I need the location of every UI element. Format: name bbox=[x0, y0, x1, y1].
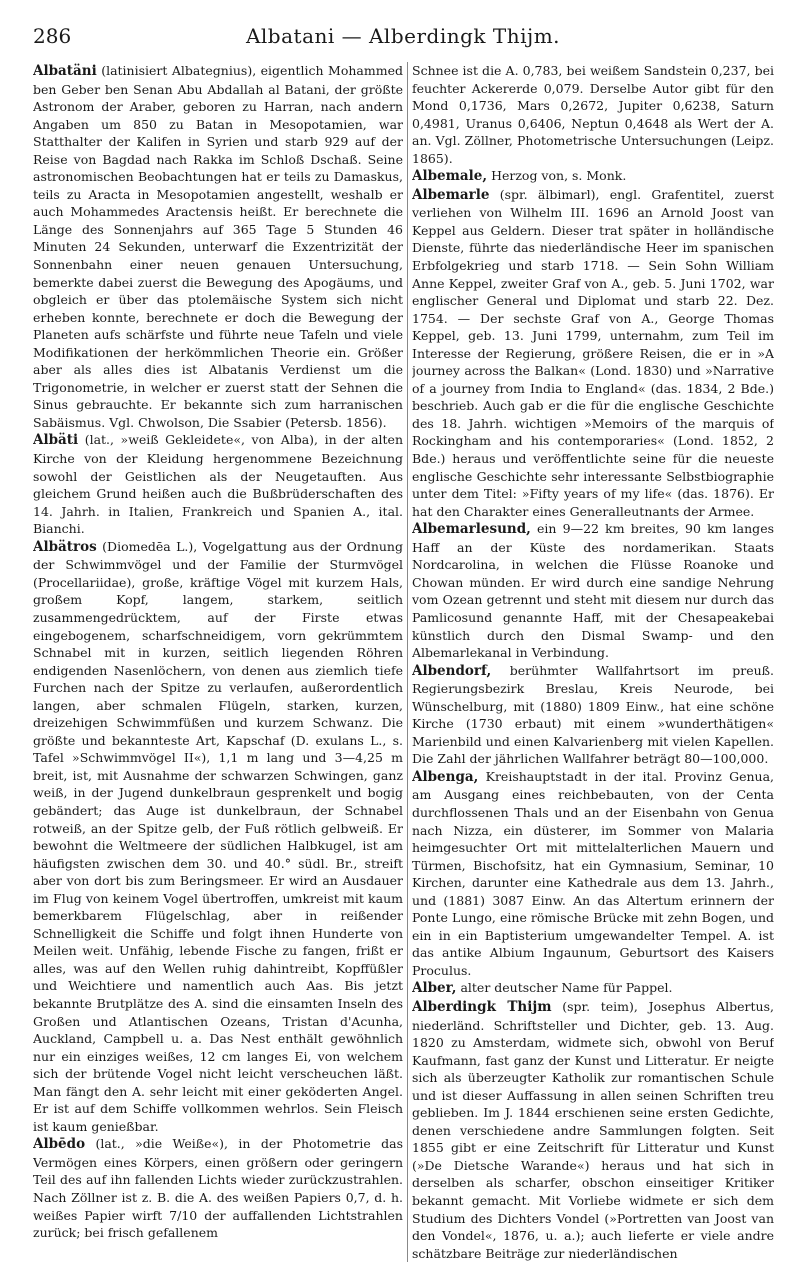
entry-text: (latinisiert Albategnius), eigentlich Mohammed ben Geber ben Senan Abu Abdallah al Batani, der größte Astronom der Araber, geboren zu Harran, nach andern Angaben um 850 zu Batan in Mesopotamien, war Statthalter der Kalifen in Syrien und starb 929 auf der Reise von Bagdad nach Rakka im Schloß Dschaß. Seine astronomischen Beobachtungen hat er teils zu Damaskus, teils zu Aracta in Mesopotamien angestellt, weshalb er auch Mohammedes Aractensis heißt. Er berechnete die Länge des Sonnenjahrs auf 365 Tage 5 Stunden 46 Minuten 24 Sekunden, unterwarf die Exzentrizität der Sonnenbahn einer neuen genauen Untersuchung, bemerkte dabei zuerst die Bewegung des Apogäums, und obgleich er über das ptolemäische System sich nicht erheben konnte, berechnete er doch die Bewegung der Planeten aufs schärfste und führte neue Tafeln und viele Modifikationen der herkömmlichen Theorie ein. Größer aber als alles dies ist Albatanis Verdienst um die Trigonometrie, in welcher er zuerst statt der Sehnen die Sinus gebrauchte. Er bekannte sich zum harranischen Sabäismus. Vgl. Chwolson, Die Ssabier (Petersb. 1856). bbox=[33, 63, 403, 430]
entry-text: Schnee ist die A. 0,783, bei weißem Sandstein 0,237, bei feuchter Ackererde 0,079. Derselbe Autor gibt für den Mond 0,1736, Mars 0,2672, Jupiter 0,6238, Saturn 0,4981, Uranus 0,6406, Neptun 0,4648 als Wert der A. an. Vgl. Zöllner, Photometrische Untersuchungen (Leipz. 1865). bbox=[412, 63, 774, 166]
entry-text: (spr. älbimarl), engl. Grafentitel, zuerst verliehen von Wilhelm III. 1696 an Arnold Joost van Keppel aus Geldern. Dieser trat später in holländische Dienste, führte das niederländische Heer im spanischen Erbfolgekrieg und starb 1718. — Sein Sohn William Anne Keppel, zweiter Graf von A., geb. 5. Juni 1702, war englischer General und Diplomat und starb 22. Dez. 1754. — Der sechste Graf von A., George Thomas Keppel, geb. 13. Juni 1799, unternahm, zum Teil im Interesse der Regierung, größere Reisen, die er in »A journey across the Balkan« (Lond. 1830) und »Narrative of a journey from India to England« (das. 1834, 2 Bde.) beschrieb. Auch gab er die für die englische Geschichte des 18. Jahrh. wichtigen »Memoirs of the marquis of Rockingham and his contemporaries« (Lond. 1852, 2 Bde.) heraus und veröffentlichte seine für die neueste englische Geschichte sehr interessante Selbstbiographie unter dem Titel: »Fifty years of my life« (das. 1876). Er hat den Charakter eines Generalleutnants der Armee. bbox=[412, 186, 774, 519]
entry-text: ein 9—22 km breites, 90 km langes Haff an der Küste des nordamerikan. Staats Nordcarolina, in welchen die Flüsse Roanoke und Chowan münden. Er wird durch eine sandige Nehrung vom Ozean getrennt und steht mit diesem nur durch das Pamlicosund genannte Haff, mit der Chesapeakebai künstlich durch den Dismal Swamp- und den Albemarlekanal in Verbindung. bbox=[412, 521, 774, 661]
entry-text: (lat., »weiß Gekleidete«, von Alba), in der alten Kirche von der Kleidung hergenommene Bezeichnung sowohl der Geistlichen als der Neugetauften. Aus gleichem Grund heißen auch die Bußbrüderschaften des 14. Jahrh. in Italien, Frankreich und Spanien A., ital. Bianchi. bbox=[33, 432, 403, 537]
page-header bbox=[33, 24, 773, 56]
entry-text: alter deutscher Name für Pappel. bbox=[456, 980, 673, 996]
entry-text: (spr. teim), Josephus Albertus, niederländ. Schriftsteller und Dichter, geb. 13. Aug. 1820 zu Amsterdam, widmete sich, obwohl von Beruf Kaufmann, fast ganz der Kunst und Litteratur. Er neigte sich als überzeugter Katholik zur romantischen Schule und ist dieser Auffassung in allen seinen Schriften treu geblieben. Im J. 1844 erschienen seine ersten Gedichte, denen verschiedene andre Sammlungen folgten. Seit 1855 gibt er eine Zeitschrift für Litteratur und Kunst (»De Dietsche Warande«) heraus und hat sich in derselben als scharfer, obschon einseitiger Kritiker bekannt gemacht. Mit Vorliebe widmete er sich dem Studium des Dichters Vondel (»Portretten van Joost van den Vondel«, 1876, u. a.); auch lieferte er viele andre schätzbare Beiträge zur niederländischen bbox=[412, 998, 774, 1261]
headword: Albätros bbox=[33, 538, 97, 555]
column-divider bbox=[407, 62, 408, 1262]
entry-continuation bbox=[412, 62, 774, 167]
entry-text: berühmter Wallfahrtsort im preuß. Regierungsbezirk Breslau, Kreis Neurode, bei Wünschelburg, mit (1880) 1809 Einw., hat eine schöne Kirche (1730 erbaut) mit einem »wunderthätigen« Marienbild und einen Kalvarienberg mit vielen Kapellen. Die Zahl der jährlichen Wallfahrer beträgt 80—100,000. bbox=[412, 662, 774, 767]
entry-text: Kreishauptstadt in der ital. Provinz Genua, am Ausgang eines reichbebauten, von der Centa durchflossenen Thals und an der Eisenbahn von Genua nach Nizza, ein düsterer, im Sommer von Malaria heimgesuchter Ort mit mittelalterlichen Mauern und Türmen, Bischofsitz, hat ein Gymnasium, Seminar, 10 Kirchen, darunter eine Kathedrale aus dem 13. Jahrh., und (1881) 3087 Einw. An das Altertum erinnern der Ponte Lungo, eine römische Brücke mit zehn Bogen, und ein in ein Baptisterium umgewandelter Tempel. A. ist das antike Albium Ingaunum, Geburtsort des Kaisers Proculus. bbox=[412, 768, 774, 978]
entry bbox=[33, 62, 403, 431]
headword: Albemarlesund, bbox=[412, 521, 531, 538]
page-number: 286 bbox=[33, 24, 72, 48]
running-title: Albatani — Alberdingk Thijm. bbox=[245, 24, 561, 48]
headword: Albenga, bbox=[412, 768, 479, 785]
headword: Alber, bbox=[412, 980, 457, 997]
right-column bbox=[412, 62, 774, 1262]
entry bbox=[33, 538, 403, 1136]
entry bbox=[412, 768, 774, 980]
entry bbox=[412, 186, 774, 520]
entry bbox=[412, 662, 774, 768]
left-column bbox=[33, 62, 403, 1262]
headword: Albäti bbox=[33, 432, 79, 449]
entry-text: (Diomedēa L.), Vogelgattung aus der Ordnung der Schwimmvögel und der Familie der Sturmvögel (Procellariidae), große, kräftige Vögel mit kurzem Hals, großem Kopf, langem, starkem, seitlich zusammengedrücktem, auf der Firste etwas eingebogenem, scharfschneidigem, vorn gekrümmtem Schnabel mit in kurzen, seitlich liegenden Röhren endigenden Nasenlöchern, von denen aus ziemlich tiefe Furchen nach der Spitze zu verlaufen, außerordentlich langen, aber schmalen Flügeln, starken, kurzen, dreizehigen Schwimmfüßen und kurzem Schwanz. Die größte und bekannteste Art, Kapschaf (D. exulans L., s. Tafel »Schwimmvögel II«), 1,1 m lang und 3—4,25 m breit, ist, mit Ausnahme der schwarzen Schwingen, ganz weiß, in der Jugend dunkelbraun gesprenkelt und bogig gebändert; das Auge ist dunkelbraun, der Schnabel rotweiß, an der Spitze gelb, der Fuß rötlich gelbweiß. Er bewohnt die Weltmeere der südlichen Halbkugel, ist am häufigsten zwischen dem 30. und 40.° südl. Br., streift aber von dort bis zum Beringsmeer. Er wird an Ausdauer im Flug von keinem Vogel übertroffen, umkreist mit kaum bemerkbarem Flügelschlag, aber in reißender Schnelligkeit die Schiffe und folgt ihnen Hunderte von Meilen weit. Unfähig, lebende Fische zu fangen, frißt er alles, was auf den Wellen ruhig dahintreibt, Kopffüßler und Weichtiere und namentlich auch Aas. Bis jetzt bekannte Brutplätze des A. sind die einsamten Inseln des Großen und Atlantischen Ozeans, Tristan d'Acunha, Auckland, Campbell u. a. Das Nest enthält gewöhnlich nur ein einziges weißes, 12 cm langes Ei, von welchem sich der brütende Vogel nicht leicht verscheuchen läßt. Man fängt den A. sehr leicht mit einer geköderten Angel. Er ist auf dem Schiffe vollkommen wehrlos. Sein Fleisch ist kaum genießbar. bbox=[33, 538, 403, 1134]
entry bbox=[412, 998, 774, 1262]
entry bbox=[412, 167, 774, 186]
entry-text: Herzog von, s. Monk. bbox=[487, 168, 627, 184]
entry bbox=[412, 520, 774, 661]
headword: Albēdo bbox=[33, 1136, 86, 1153]
headword: Albatäni bbox=[33, 63, 97, 79]
entry-text: (lat., »die Weiße«), in der Photometrie das Vermögen eines Körpers, einen größern oder geringern Teil des auf ihn fallenden Lichts wieder zurückzustrahlen. Nach Zöllner ist z. B. die A. des weißen Papiers 0,7, d. h. weißes Papier wirft 7/10 der auffallenden Lichtstrahlen zurück; bei frisch gefallenem bbox=[33, 1136, 403, 1241]
headword: Albendorf, bbox=[412, 662, 492, 679]
entry bbox=[412, 979, 774, 998]
headword: Alberdingk Thijm bbox=[412, 998, 552, 1015]
entry bbox=[33, 431, 403, 537]
headword: Albemarle bbox=[412, 186, 490, 203]
entry bbox=[33, 1135, 403, 1241]
headword: Albemale, bbox=[412, 168, 488, 185]
